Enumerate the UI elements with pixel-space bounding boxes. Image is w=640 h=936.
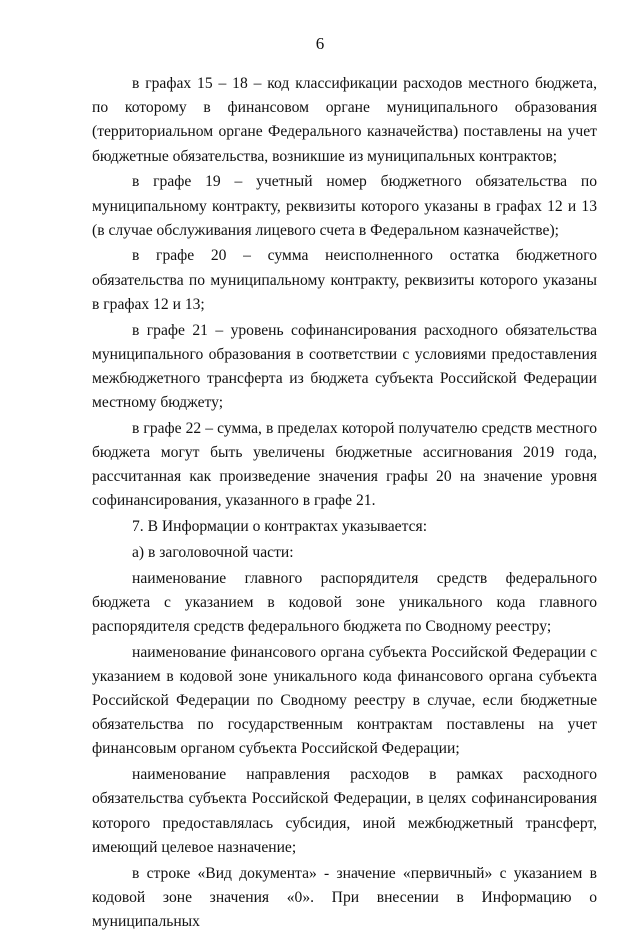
- paragraph-federal-budget-manager: наименование главного распорядителя средств федерального бюджета с указанием в кодовой зоне уникального кода главного распорядителя средств федерального бюджета по Сводному реестру;: [92, 569, 597, 635]
- page-number: 6: [315, 34, 325, 53]
- paragraph-expense-direction: наименование направления расходов в рамках расходного обязательства субъекта Российской Федерации, в целях софинансирования которого предоставлялась субсидия, иной межбюджетный трансферт, имеющий целевое назначение;: [92, 766, 597, 856]
- paragraph-graphs-15-18: в графах 15 – 18 – код классификации расходов местного бюджета, по которому в финансовом органе муниципального образования (территориальном органе Федерального казначейства) поставлены на учет бюджетные обязательства, возникшие из муниципальных контрактов;: [92, 75, 597, 165]
- paragraph-document-type: в строке «Вид документа» - значение «первичный» с указанием в кодовой зоне значения «0». При внесении в Информацию о муниципальных: [92, 864, 597, 930]
- paragraph-financial-authority: наименование финансового органа субъекта Российской Федерации с указанием в кодовой зоне уникального кода финансового органа субъекта Российской Федерации по Сводному реестру в случае, если бюджетные обязательства по государственным контрактам поставлены на учет финансовым органом субъекта Российской Федерации;: [92, 643, 597, 758]
- paragraph-header-part: а) в заголовочной части:: [132, 543, 294, 561]
- paragraph-graph-22: в графе 22 – сумма, в пределах которой получателю средств местного бюджета могут быть увеличены бюджетные ассигнования 2019 года, рассчитанная как произведение значения графы 20 на значение уровня софинансирования, указанного в графе 21.: [92, 419, 597, 510]
- document-body: [92, 72, 597, 936]
- paragraph-graph-20: в графе 20 – сумма неисполненного остатка бюджетного обязательства по муниципальному контракту, реквизиты которого указаны в графах 12 и 13;: [92, 247, 597, 313]
- paragraph-graph-19: в графе 19 – учетный номер бюджетного обязательства по муниципальному контракту, реквизиты которого указаны в графах 12 и 13 (в случае обслуживания лицевого счета в Федеральном казначействе);: [92, 173, 597, 239]
- paragraph-section-7: 7. В Информации о контрактах указывается:: [132, 518, 428, 536]
- paragraph-graph-21: в графе 21 – уровень софинансирования расходного обязательства муниципального образования в соответствии с условиями предоставления межбюджетного трансферта из бюджета субъекта Российской Федерации местному бюджету;: [92, 321, 597, 412]
